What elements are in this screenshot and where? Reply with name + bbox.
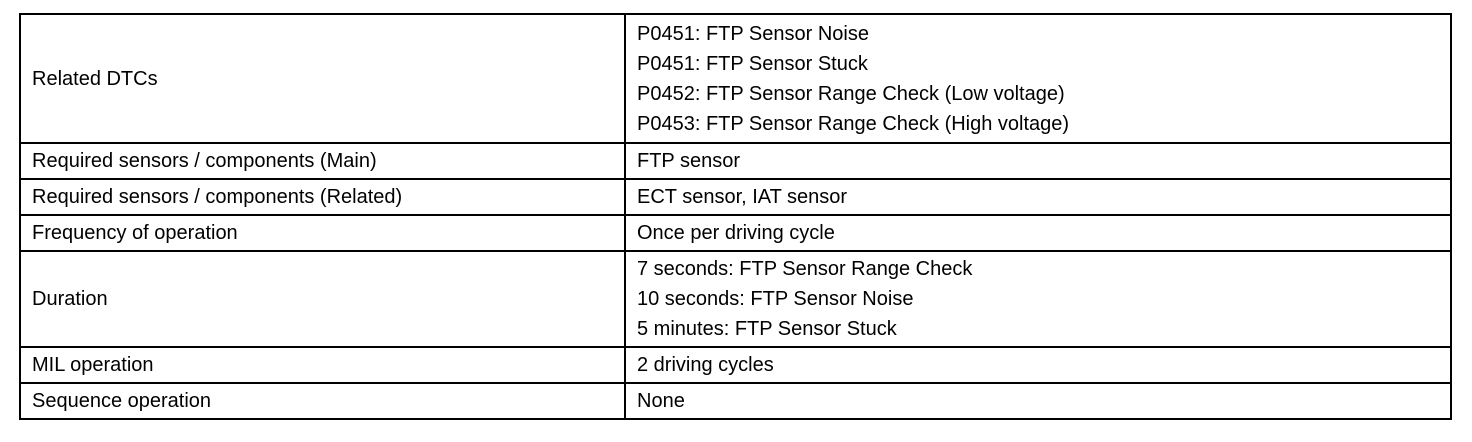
spec-table (19, 13, 1452, 420)
dtc-line: P0451: FTP Sensor Stuck (637, 52, 868, 75)
duration-line: 5 minutes: FTP Sensor Stuck (637, 318, 897, 340)
table-row-duration (20, 251, 1451, 347)
row-label: Related DTCs (20, 14, 625, 143)
row-label: Required sensors / components (Related) (20, 179, 625, 215)
row-value (625, 14, 1451, 143)
dtc-line: P0453: FTP Sensor Range Check (High voltage) (637, 112, 1070, 135)
row-value: 2 driving cycles (625, 347, 1451, 383)
table-row-frequency (20, 215, 1451, 251)
row-label: Frequency of operation (20, 215, 625, 251)
row-value: ECT sensor, IAT sensor (625, 179, 1451, 215)
row-label: Required sensors / components (Main) (20, 143, 625, 179)
row-label: Sequence operation (20, 383, 625, 419)
table-row-mil-operation (20, 347, 1451, 383)
row-value (625, 251, 1451, 347)
dtc-line: P0451: FTP Sensor Noise (637, 22, 869, 45)
table-row-related-dtcs (20, 14, 1451, 143)
table-row-required-related (20, 179, 1451, 215)
row-value: None (625, 383, 1451, 419)
row-label: MIL operation (20, 347, 625, 383)
row-value: FTP sensor (625, 143, 1451, 179)
row-label: Duration (20, 251, 625, 347)
duration-line: 10 seconds: FTP Sensor Noise (637, 288, 914, 310)
table-row-required-main (20, 143, 1451, 179)
dtc-line: P0452: FTP Sensor Range Check (Low voltage) (637, 82, 1065, 105)
table-row-sequence-operation (20, 383, 1451, 419)
duration-line: 7 seconds: FTP Sensor Range Check (637, 258, 973, 280)
row-value: Once per driving cycle (625, 215, 1451, 251)
